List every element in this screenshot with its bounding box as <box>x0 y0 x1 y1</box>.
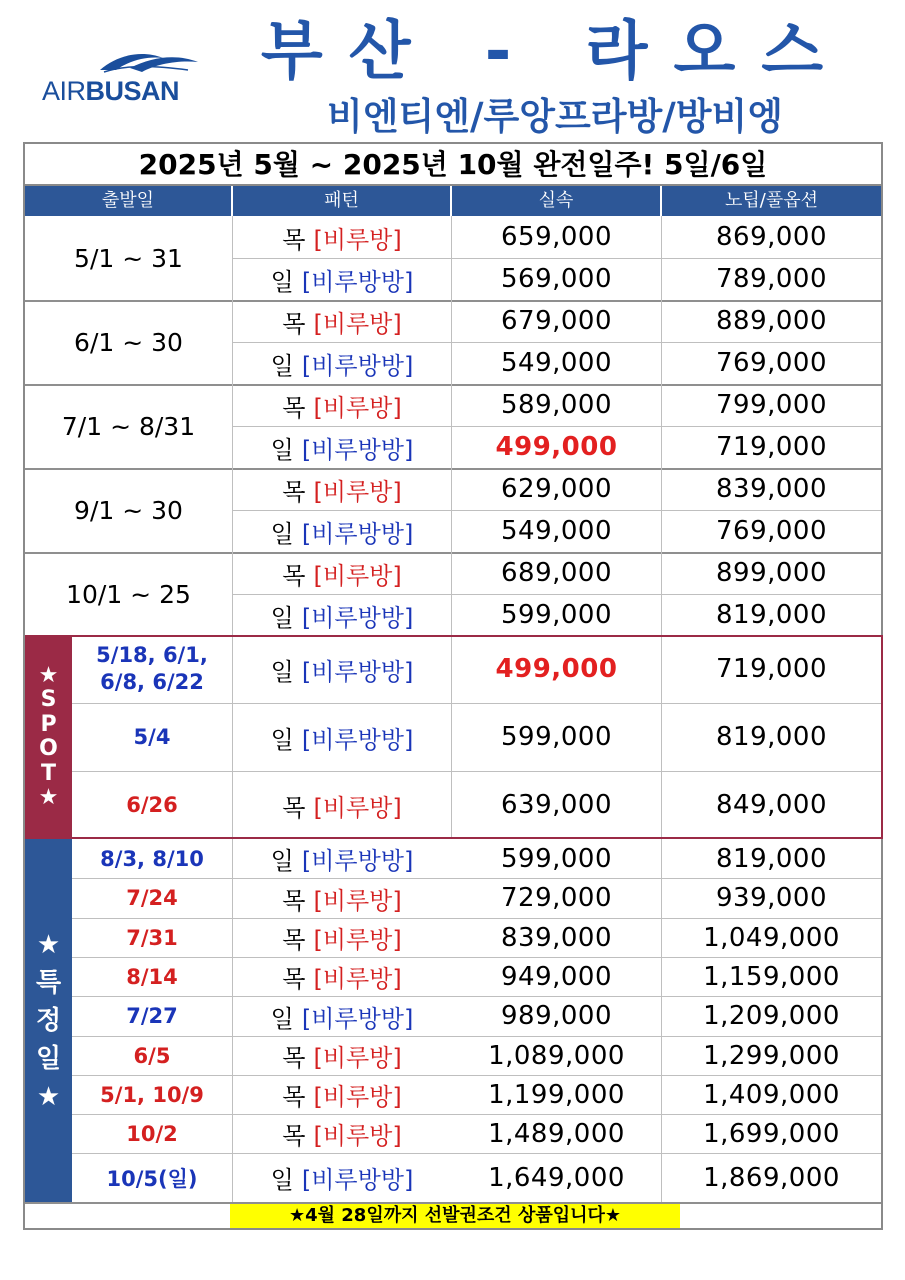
row-divider <box>25 552 881 554</box>
column-header-premium: 노팁/풀옵션 <box>662 186 881 216</box>
special-date: 7/27 <box>126 1004 178 1028</box>
column-header-pattern: 패턴 <box>233 186 450 216</box>
spot-label-char: ★ <box>38 785 59 810</box>
departure-date-range: 9/1 ~ 30 <box>74 495 183 525</box>
premium-price: 1,409,000 <box>703 1079 840 1110</box>
pattern-cell <box>233 1036 451 1075</box>
pattern-cell <box>233 996 451 1036</box>
spot-date: 6/26 <box>126 792 178 817</box>
day-label: 일 <box>270 267 294 296</box>
departure-date-range: 6/1 ~ 30 <box>74 327 183 357</box>
spot-label-char: T <box>40 760 56 786</box>
day-label: 목 <box>282 477 306 506</box>
pattern-label: [비루방방] <box>301 847 414 875</box>
special-date: 10/2 <box>126 1121 178 1146</box>
special-label-char: 특 <box>35 967 62 998</box>
day-label: 일 <box>270 725 294 754</box>
premium-price: 1,299,000 <box>703 1040 840 1071</box>
premium-price: 819,000 <box>715 600 828 630</box>
pattern-cell <box>233 839 451 878</box>
pattern-label: [비루방방] <box>301 1004 414 1033</box>
row-divider <box>25 300 881 302</box>
pattern-cell <box>233 1153 451 1202</box>
basic-price: 1,089,000 <box>488 1040 625 1071</box>
day-label: 일 <box>270 847 294 875</box>
pattern-label: [비루방방] <box>301 435 414 464</box>
page-title: 부산 - 라오스 <box>260 15 850 89</box>
pattern-cell <box>233 1114 451 1153</box>
day-label: 일 <box>270 351 294 380</box>
special-date: 7/31 <box>126 925 178 950</box>
premium-price: 719,000 <box>715 432 828 462</box>
pattern-cell <box>233 216 451 258</box>
day-label: 일 <box>270 657 294 686</box>
logo-text: AIRBUSAN <box>42 76 180 106</box>
day-label: 목 <box>282 393 306 422</box>
day-label: 일 <box>270 519 294 548</box>
basic-price: 499,000 <box>495 432 618 462</box>
spot-label-char: ★ <box>38 662 59 688</box>
pattern-label: [비루방] <box>313 561 402 590</box>
basic-price: 989,000 <box>500 1001 613 1031</box>
pattern-label: [비루방] <box>313 393 402 422</box>
premium-price: 849,000 <box>715 790 828 820</box>
column-header-basic: 실속 <box>452 186 660 216</box>
spot-label-char: S <box>40 687 57 712</box>
row-divider <box>72 878 881 879</box>
price-table <box>23 142 883 1230</box>
pattern-cell <box>233 918 451 957</box>
day-label: 목 <box>282 1122 306 1150</box>
day-label: 목 <box>282 886 306 915</box>
pattern-label: [비루방방] <box>301 267 414 296</box>
pattern-cell <box>233 258 451 300</box>
special-date: 10/5(일) <box>106 1166 198 1191</box>
column-divider <box>232 216 233 636</box>
day-label: 목 <box>282 793 306 822</box>
basic-price: 589,000 <box>500 390 613 420</box>
pattern-label: [비루방] <box>313 1083 402 1111</box>
pattern-cell <box>233 300 451 342</box>
basic-price: 659,000 <box>500 222 613 252</box>
day-label: 목 <box>282 926 306 954</box>
spot-label-char: P <box>40 711 57 737</box>
premium-price: 789,000 <box>715 264 828 294</box>
basic-price: 679,000 <box>500 306 613 336</box>
pattern-label: [비루방방] <box>301 657 414 686</box>
basic-price: 599,000 <box>500 843 613 874</box>
pattern-cell <box>233 384 451 426</box>
basic-price: 1,649,000 <box>488 1162 625 1193</box>
special-date: 7/24 <box>126 886 178 910</box>
pattern-cell <box>233 468 451 510</box>
row-divider <box>72 957 881 958</box>
premium-price: 1,869,000 <box>703 1162 840 1193</box>
basic-price: 839,000 <box>500 922 613 953</box>
column-header-date: 출발일 <box>25 186 231 216</box>
pattern-label: [비루방] <box>313 1122 402 1150</box>
pattern-label: [비루방] <box>313 926 402 954</box>
special-label-char: ★ <box>36 1081 61 1112</box>
day-label: 목 <box>282 1083 306 1111</box>
row-divider <box>25 468 881 470</box>
pattern-cell <box>233 1075 451 1114</box>
day-label: 목 <box>282 309 306 338</box>
basic-price: 549,000 <box>500 516 613 546</box>
spot-date: 5/4 <box>133 724 171 749</box>
footer-note: ★4월 28일까지 선발권조건 상품입니다★ <box>230 1204 680 1228</box>
basic-price: 1,199,000 <box>488 1079 625 1110</box>
premium-price: 1,699,000 <box>703 1118 840 1149</box>
day-label: 목 <box>282 965 306 993</box>
premium-price: 819,000 <box>715 722 828 752</box>
spot-section-border <box>25 635 883 839</box>
basic-price: 689,000 <box>500 558 613 588</box>
pattern-cell <box>233 552 451 594</box>
departure-date-range: 10/1 ~ 25 <box>66 579 191 609</box>
basic-price: 569,000 <box>500 264 613 294</box>
pattern-label: [비루방] <box>313 886 402 915</box>
premium-price: 899,000 <box>715 558 828 588</box>
departure-date-range: 5/1 ~ 31 <box>74 243 183 273</box>
day-label: 일 <box>270 1166 294 1194</box>
basic-price: 629,000 <box>500 474 613 504</box>
pattern-label: [비루방방] <box>301 519 414 548</box>
premium-price: 1,209,000 <box>703 1001 840 1031</box>
pattern-label: [비루방방] <box>301 725 414 754</box>
special-dates-label <box>25 839 72 1202</box>
basic-price: 549,000 <box>500 348 613 378</box>
row-divider <box>72 1075 881 1076</box>
departure-date-range: 7/1 ~ 8/31 <box>61 411 196 441</box>
air-busan-logo <box>38 48 208 110</box>
pattern-cell <box>233 878 451 918</box>
basic-price: 499,000 <box>495 654 618 684</box>
day-label: 목 <box>282 561 306 590</box>
basic-price: 599,000 <box>500 600 613 630</box>
basic-price: 639,000 <box>500 790 613 820</box>
spot-label-char: O <box>39 736 58 761</box>
row-divider <box>72 996 881 997</box>
premium-price: 1,049,000 <box>703 922 840 953</box>
pattern-cell <box>233 957 451 996</box>
premium-price: 889,000 <box>715 306 828 336</box>
pattern-label: [비루방] <box>313 225 402 254</box>
premium-price: 939,000 <box>715 883 828 913</box>
pattern-label: [비루방방] <box>301 351 414 380</box>
pattern-label: [비루방] <box>313 309 402 338</box>
pattern-label: [비루방] <box>313 1044 402 1072</box>
bird-icon <box>38 48 208 78</box>
premium-price: 1,159,000 <box>703 961 840 992</box>
row-divider <box>25 384 881 386</box>
special-date: 5/1, 10/9 <box>100 1082 204 1107</box>
pattern-cell <box>233 426 451 468</box>
special-date: 8/14 <box>126 964 178 989</box>
page-subtitle: 비엔티엔/루앙프라방/방비엥 <box>327 95 783 138</box>
pattern-label: [비루방] <box>313 965 402 993</box>
spot-date: 5/18, 6/1, 6/8, 6/22 <box>96 643 208 694</box>
special-label-char: 정 <box>35 1005 62 1036</box>
pattern-cell <box>233 594 451 636</box>
premium-price: 819,000 <box>715 843 828 874</box>
row-divider <box>72 1036 881 1037</box>
row-divider <box>72 1114 881 1115</box>
day-label: 일 <box>270 435 294 464</box>
basic-price: 729,000 <box>500 883 613 913</box>
basic-price: 599,000 <box>500 722 613 752</box>
premium-price: 799,000 <box>715 390 828 420</box>
special-label-char: 일 <box>35 1043 62 1074</box>
pattern-label: [비루방방] <box>301 603 414 632</box>
row-divider <box>72 1153 881 1154</box>
special-date: 8/3, 8/10 <box>100 846 204 871</box>
pattern-label: [비루방] <box>313 793 402 822</box>
premium-price: 839,000 <box>715 474 828 504</box>
pattern-label: [비루방방] <box>301 1166 414 1194</box>
premium-price: 769,000 <box>715 516 828 546</box>
day-label: 일 <box>270 603 294 632</box>
basic-price: 949,000 <box>500 961 613 992</box>
row-divider <box>72 918 881 919</box>
basic-price: 1,489,000 <box>488 1118 625 1149</box>
premium-price: 719,000 <box>715 654 828 684</box>
day-label: 목 <box>282 225 306 254</box>
special-date: 6/5 <box>133 1043 171 1068</box>
table-heading: 2025년 5월 ~ 2025년 10월 완전일주! 5일/6일 <box>25 144 881 186</box>
premium-price: 769,000 <box>715 348 828 378</box>
pattern-cell <box>233 510 451 552</box>
pattern-label: [비루방] <box>313 477 402 506</box>
pattern-cell <box>233 342 451 384</box>
special-label-char: ★ <box>36 929 61 960</box>
day-label: 목 <box>282 1044 306 1072</box>
premium-price: 869,000 <box>715 222 828 252</box>
day-label: 일 <box>270 1004 294 1033</box>
